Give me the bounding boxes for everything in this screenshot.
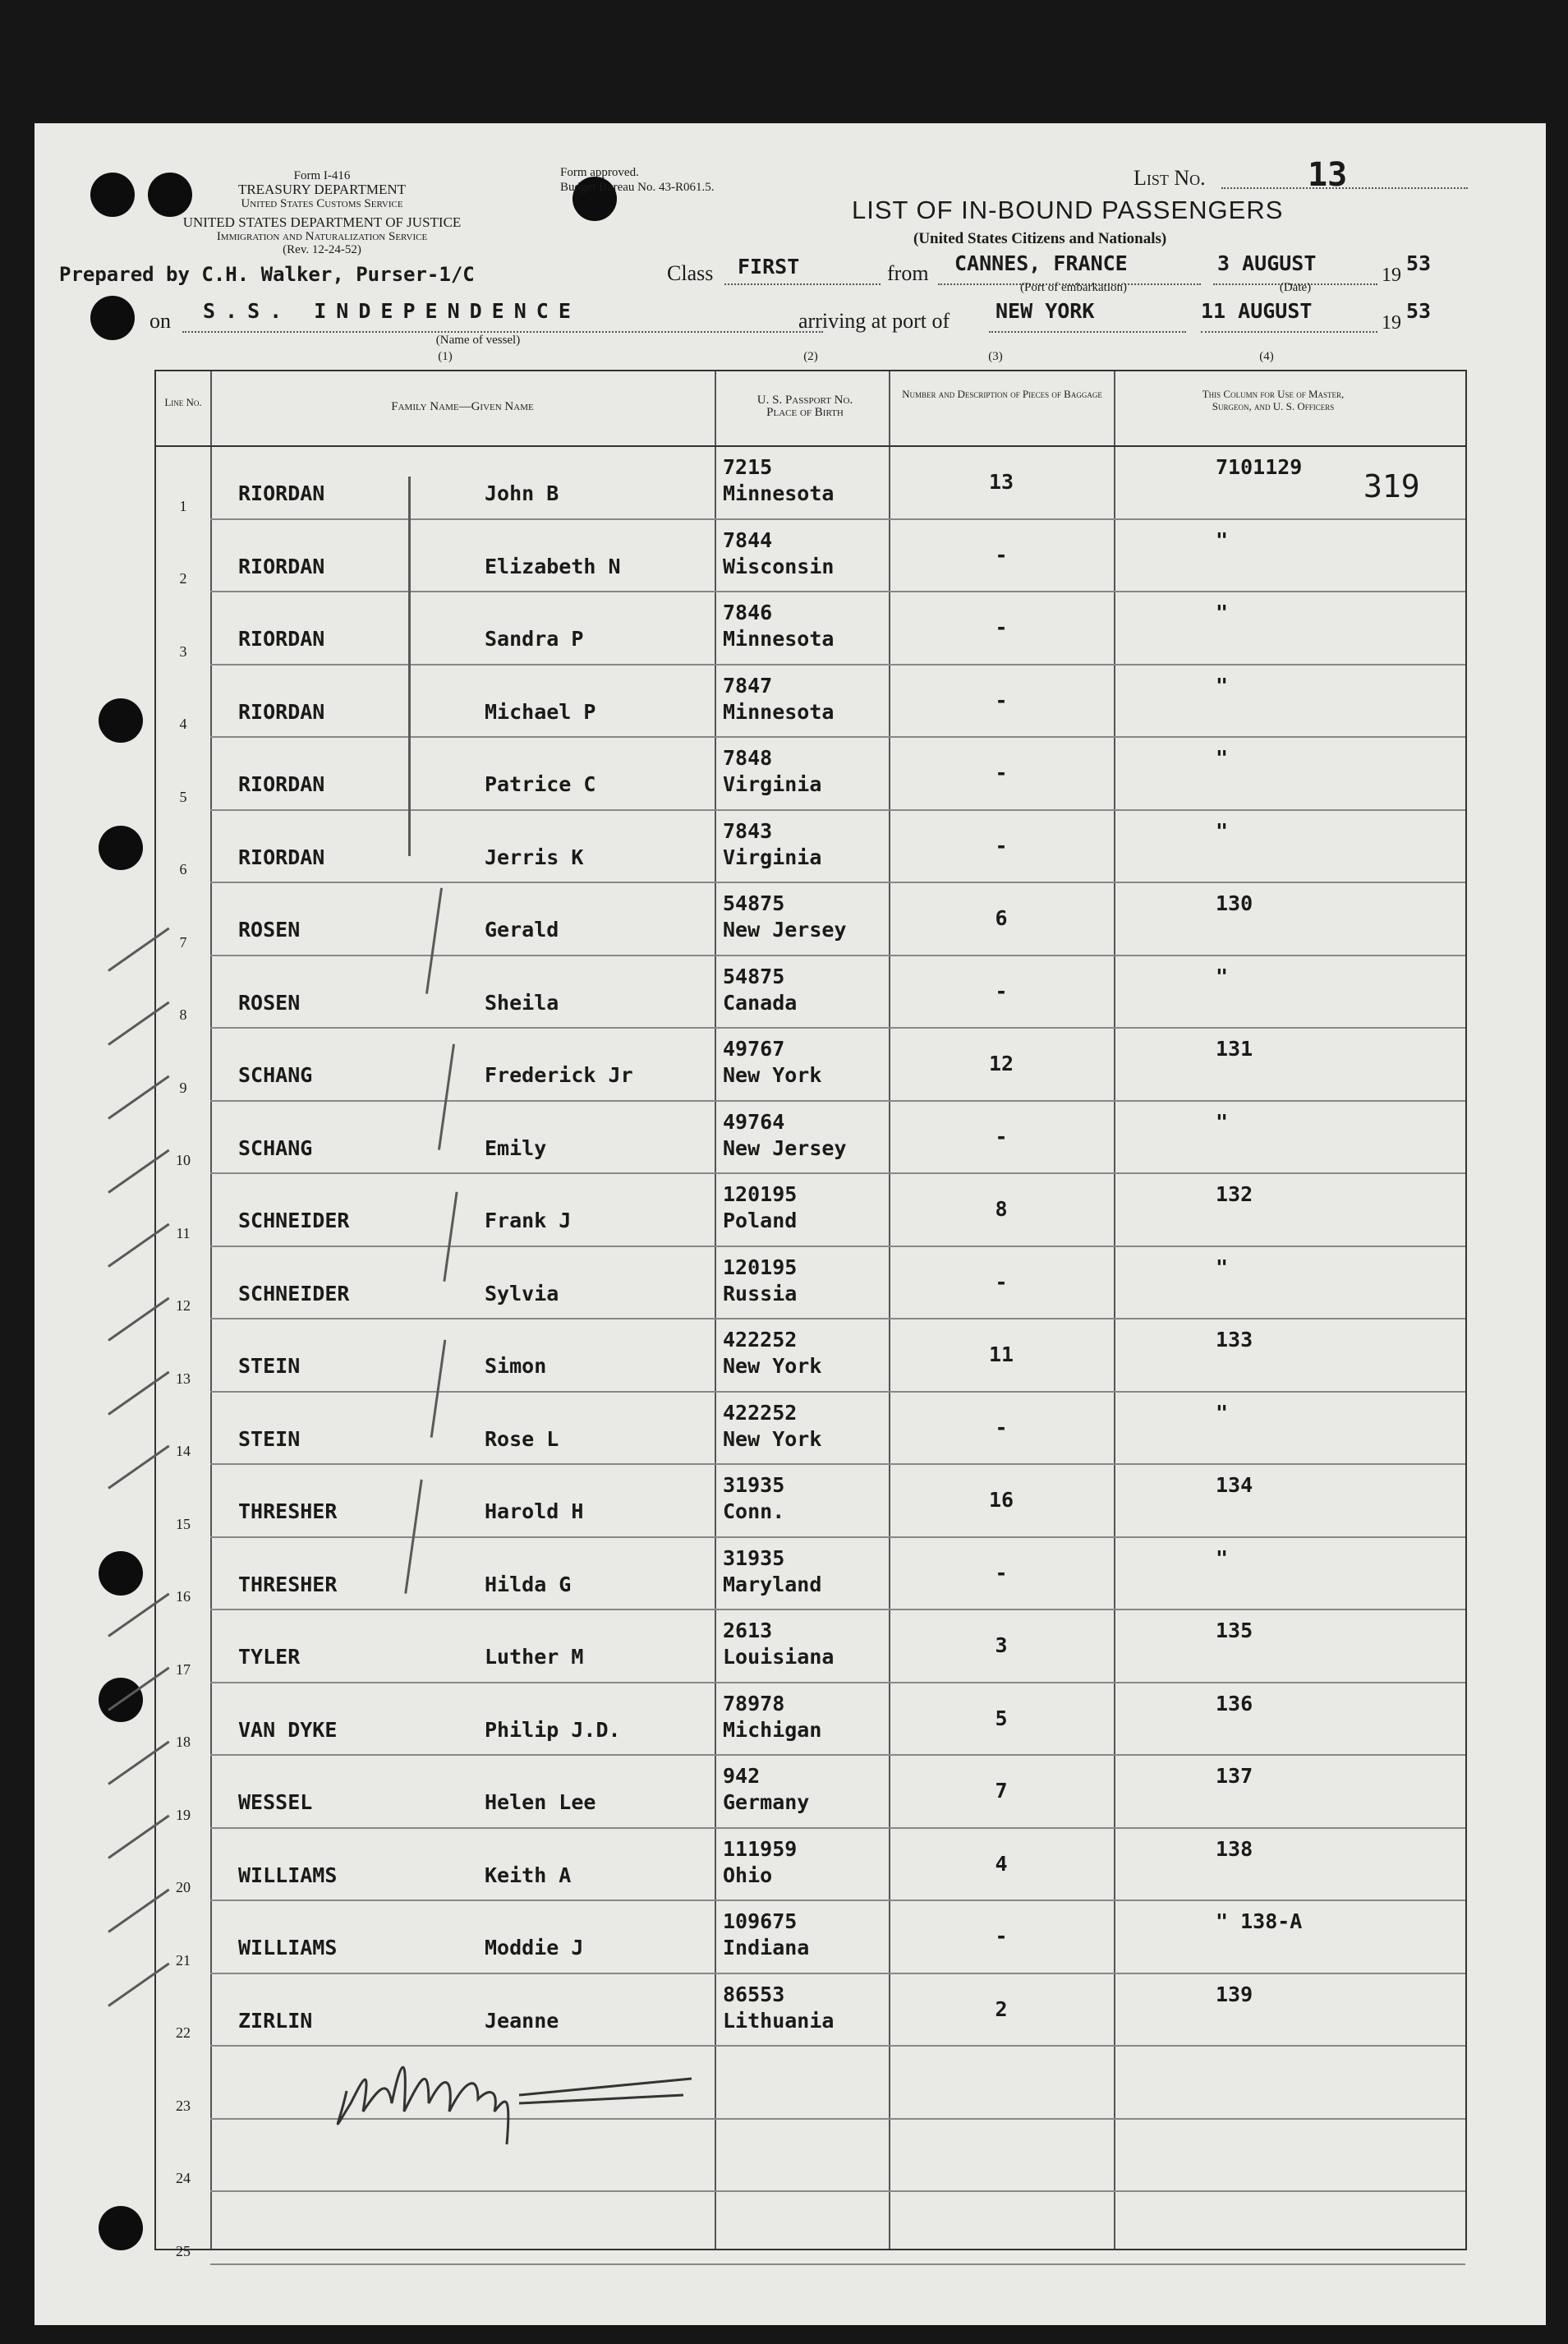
header-line-no: Line No. <box>164 396 202 408</box>
family-name: WILLIAMS <box>238 1936 338 1959</box>
baggage-count: 8 <box>995 1197 1008 1221</box>
port-embark-caption: (Port of embarkation) <box>1020 281 1127 294</box>
table-row <box>156 1174 1465 1247</box>
place-of-birth: Germany <box>723 1790 810 1814</box>
table-row <box>156 1247 1465 1320</box>
officer-note: 139 <box>1216 1982 1253 2006</box>
place-of-birth: Russia <box>723 1281 798 1306</box>
line-number: 16 <box>176 1588 191 1605</box>
passenger-table <box>154 370 1467 2259</box>
row-divider <box>210 2263 1465 2265</box>
table-row <box>156 447 1465 520</box>
table-row <box>156 1465 1465 1538</box>
table-row <box>156 883 1465 956</box>
family-name: RIORDAN <box>238 845 325 869</box>
line-number: 10 <box>176 1152 191 1168</box>
vessel-caption: (Name of vessel) <box>435 334 521 347</box>
list-no-value: 13 <box>1308 156 1348 194</box>
family-name: VAN DYKE <box>238 1717 338 1742</box>
punch-hole <box>99 1551 143 1596</box>
family-name: ROSEN <box>238 918 301 942</box>
baggage-count: - <box>995 979 1008 1003</box>
baggage-count: 3 <box>995 1633 1008 1657</box>
passport-number: 54875 <box>723 964 785 988</box>
family-name: SCHNEIDER <box>238 1281 350 1306</box>
line-number: 15 <box>176 1515 191 1532</box>
baggage-count: 7 <box>995 1779 1008 1803</box>
place-of-birth: Wisconsin <box>723 554 835 578</box>
given-name: Frank J <box>485 1209 572 1232</box>
table-row <box>156 2192 1465 2265</box>
line-number: 8 <box>179 1006 187 1023</box>
officer-note: " <box>1216 1400 1229 1425</box>
line-number: 23 <box>176 2097 191 2114</box>
passport-number: 109675 <box>723 1909 798 1933</box>
officer-note: 134 <box>1216 1473 1253 1497</box>
given-name: Elizabeth N <box>485 554 621 578</box>
table-row <box>156 1610 1465 1683</box>
line-number: 13 <box>176 1370 191 1387</box>
baggage-count: - <box>995 615 1008 639</box>
baggage-count: - <box>995 761 1008 785</box>
passport-number: 111959 <box>723 1836 798 1861</box>
page-title: LIST OF IN-BOUND PASSENGERS <box>852 196 1284 224</box>
punch-hole <box>99 698 143 743</box>
place-of-birth: Ohio <box>723 1863 773 1887</box>
place-of-birth: New York <box>723 1354 822 1378</box>
table-row <box>156 1393 1465 1466</box>
given-name: Frederick Jr <box>485 1063 633 1087</box>
passport-number: 31935 <box>723 1473 785 1497</box>
line-number: 17 <box>176 1660 191 1678</box>
given-name: John B <box>485 481 559 505</box>
place-of-birth: New York <box>723 1063 822 1087</box>
line-number: 4 <box>179 716 187 732</box>
passport-number: 2613 <box>723 1619 773 1642</box>
col-number-2: (2) <box>803 350 818 363</box>
given-name: Helen Lee <box>485 1790 596 1814</box>
baggage-count: - <box>995 1415 1008 1439</box>
table-row <box>156 1029 1465 1102</box>
form-approved: Form approved. <box>560 166 639 179</box>
budget-bureau-no: Budget Bureau No. 43-R061.5. <box>560 181 715 194</box>
officer-note: " <box>1216 1109 1229 1134</box>
vessel-line <box>182 331 823 333</box>
officer-note: 131 <box>1216 1037 1253 1061</box>
table-row <box>156 1829 1465 1902</box>
given-name: Jerris K <box>485 845 584 869</box>
punch-hole <box>99 2206 143 2250</box>
given-name: Sandra P <box>485 627 584 651</box>
passport-number: 7215 <box>723 455 773 479</box>
family-bracket <box>408 477 411 856</box>
ins-service: Immigration and Naturalization Service <box>216 230 428 243</box>
passport-number: 422252 <box>723 1400 798 1425</box>
document-page <box>34 123 1546 2325</box>
table-row <box>156 1102 1465 1175</box>
officer-note: 7101129 <box>1216 455 1303 479</box>
table-row <box>156 520 1465 593</box>
line-number: 18 <box>176 1734 191 1750</box>
line-number: 1 <box>179 497 187 514</box>
baggage-count: - <box>995 1269 1008 1294</box>
baggage-count: 4 <box>995 1851 1008 1876</box>
table-row <box>156 1683 1465 1757</box>
year-prefix: 19 <box>1382 265 1401 286</box>
passport-number: 422252 <box>723 1328 798 1352</box>
page-subtitle: (United States Citizens and Nationals) <box>913 230 1167 247</box>
family-name: SCHANG <box>238 1135 313 1160</box>
line-number: 11 <box>176 1224 191 1241</box>
passport-number: 31935 <box>723 1545 785 1570</box>
col-number-3: (3) <box>988 350 1003 363</box>
given-name: Rose L <box>485 1426 559 1451</box>
arrival-year: 53 <box>1406 299 1432 323</box>
line-number: 6 <box>179 861 187 877</box>
family-name: THRESHER <box>238 1572 338 1596</box>
baggage-count: 12 <box>988 1052 1014 1075</box>
class-value: FIRST <box>738 255 800 279</box>
baggage-count: 11 <box>988 1342 1014 1366</box>
line-number: 9 <box>179 1079 187 1096</box>
officer-note: 132 <box>1216 1182 1253 1206</box>
passport-number: 7844 <box>723 527 773 552</box>
officer-signature <box>314 2013 708 2153</box>
from-label: from <box>887 261 929 285</box>
given-name: Sylvia <box>485 1281 559 1306</box>
punch-hole <box>99 826 143 870</box>
baggage-count: 6 <box>995 906 1008 930</box>
punch-hole <box>90 296 135 340</box>
baggage-count: - <box>995 1924 1008 1948</box>
table-row <box>156 592 1465 665</box>
family-name: STEIN <box>238 1354 301 1378</box>
place-of-birth: Virginia <box>723 772 822 796</box>
officer-note: " <box>1216 601 1229 624</box>
family-name: ROSEN <box>238 990 301 1015</box>
col-number-1: (1) <box>438 350 453 363</box>
baggage-count: - <box>995 833 1008 858</box>
prepared-by: Prepared by C.H. Walker, Purser-1/C <box>59 263 475 286</box>
family-name: RIORDAN <box>238 481 325 505</box>
baggage-count: - <box>995 1560 1008 1585</box>
family-name: WESSEL <box>238 1790 313 1814</box>
customs-service: United States Customs Service <box>241 197 403 210</box>
class-label: Class <box>667 261 714 285</box>
line-number: 14 <box>176 1443 191 1459</box>
place-of-birth: New Jersey <box>723 1135 847 1160</box>
depart-year: 53 <box>1406 251 1432 275</box>
family-name: WILLIAMS <box>238 1863 338 1887</box>
given-name: Sheila <box>485 990 559 1015</box>
class-line <box>724 283 881 285</box>
officer-note: " <box>1216 1545 1229 1570</box>
line-number: 12 <box>176 1297 191 1314</box>
family-name: ZIRLIN <box>238 2008 313 2033</box>
arrival-date-line <box>1201 331 1377 333</box>
officer-note: 135 <box>1216 1619 1253 1642</box>
line-number: 25 <box>176 2242 191 2259</box>
family-name: STEIN <box>238 1426 301 1451</box>
baggage-count: 5 <box>995 1706 1008 1730</box>
officer-note: 130 <box>1216 891 1253 915</box>
line-number: 7 <box>179 933 187 951</box>
family-name: SCHNEIDER <box>238 1209 350 1232</box>
form-number: Form I-416 <box>293 169 351 182</box>
place-of-birth: Michigan <box>723 1717 822 1742</box>
baggage-count: - <box>995 542 1008 567</box>
arriving-label: arriving at port of <box>798 309 950 333</box>
header-name: Family Name—Given Name <box>391 400 534 413</box>
family-name: RIORDAN <box>238 627 325 651</box>
arrival-date: 11 AUGUST <box>1201 299 1313 323</box>
header-officers: This Column for Use of Master, Surgeon, and U. S. Officers <box>1202 388 1345 412</box>
punch-hole <box>148 173 192 217</box>
officer-note: " <box>1216 818 1229 843</box>
officer-note: 133 <box>1216 1328 1253 1352</box>
baggage-count: - <box>995 1124 1008 1149</box>
given-name: Harold H <box>485 1499 584 1523</box>
baggage-count: 13 <box>988 470 1014 494</box>
passport-number: 7848 <box>723 746 773 770</box>
place-of-birth: New York <box>723 1426 822 1451</box>
header-passport: U. S. Passport No. Place of Birth <box>756 394 853 419</box>
passport-number: 7847 <box>723 673 773 698</box>
given-name: Simon <box>485 1354 547 1378</box>
place-of-birth: Canada <box>723 990 798 1015</box>
arrival-port: NEW YORK <box>996 299 1095 323</box>
family-name: THRESHER <box>238 1499 338 1523</box>
line-number: 20 <box>176 1879 191 1895</box>
passport-number: 49764 <box>723 1109 785 1134</box>
passport-number: 78978 <box>723 1691 785 1715</box>
revision-date: (Rev. 12-24-52) <box>283 243 361 256</box>
place-of-birth: Lithuania <box>723 2008 835 2033</box>
place-of-birth: Conn. <box>723 1499 785 1523</box>
officer-note: 138 <box>1216 1836 1253 1861</box>
family-name: TYLER <box>238 1645 301 1669</box>
place-of-birth: Minnesota <box>723 699 835 724</box>
treasury-dept: TREASURY DEPARTMENT <box>237 182 407 197</box>
punch-hole <box>90 173 135 217</box>
from-value: CANNES, FRANCE <box>954 251 1128 275</box>
line-number: 2 <box>179 570 187 587</box>
passport-number: 120195 <box>723 1255 798 1279</box>
passport-number: 86553 <box>723 1982 785 2006</box>
arrival-port-line <box>989 331 1186 333</box>
given-name: Michael P <box>485 699 596 724</box>
baggage-count: 16 <box>988 1488 1014 1512</box>
officer-extra-number: 319 <box>1363 468 1420 504</box>
col-number-4: (4) <box>1259 350 1274 363</box>
line-number: 3 <box>179 642 187 660</box>
officer-note: " 138-A <box>1216 1909 1303 1933</box>
officer-note: " <box>1216 527 1229 552</box>
passport-number: 942 <box>723 1764 761 1788</box>
table-row <box>156 1538 1465 1611</box>
place-of-birth: Minnesota <box>723 481 835 505</box>
passport-number: 7846 <box>723 601 773 624</box>
given-name: Hilda G <box>485 1572 572 1596</box>
place-of-birth: Virginia <box>723 845 822 869</box>
passport-number: 54875 <box>723 891 785 915</box>
place-of-birth: Louisiana <box>723 1645 835 1669</box>
given-name: Jeanne <box>485 2008 559 2033</box>
officer-note: " <box>1216 746 1229 770</box>
line-number: 19 <box>176 1806 191 1823</box>
list-no-label: List No. <box>1133 166 1206 190</box>
year-prefix-2: 19 <box>1382 312 1401 334</box>
line-number: 22 <box>176 2024 191 2041</box>
given-name: Luther M <box>485 1645 584 1669</box>
table-row <box>156 956 1465 1029</box>
justice-dept: UNITED STATES DEPARTMENT OF JUSTICE <box>182 214 462 230</box>
given-name: Patrice C <box>485 772 596 796</box>
officer-note: " <box>1216 964 1229 988</box>
depart-date: 3 AUGUST <box>1217 251 1317 275</box>
officer-note: " <box>1216 1255 1229 1279</box>
table-row <box>156 738 1465 811</box>
passport-number: 49767 <box>723 1037 785 1061</box>
passport-number: 120195 <box>723 1182 798 1206</box>
table-row <box>156 1901 1465 1974</box>
officer-note: 137 <box>1216 1764 1253 1788</box>
line-number: 24 <box>176 2170 191 2186</box>
family-name: RIORDAN <box>238 699 325 724</box>
place-of-birth: Maryland <box>723 1572 822 1596</box>
place-of-birth: Poland <box>723 1209 798 1232</box>
family-name: RIORDAN <box>238 772 325 796</box>
line-number: 5 <box>179 788 187 805</box>
given-name: Moddie J <box>485 1936 584 1959</box>
on-label: on <box>149 309 171 333</box>
given-name: Emily <box>485 1135 547 1160</box>
table-row <box>156 665 1465 739</box>
place-of-birth: Minnesota <box>723 627 835 651</box>
passport-number: 7843 <box>723 818 773 843</box>
table-row <box>156 1756 1465 1829</box>
officer-note: 136 <box>1216 1691 1253 1715</box>
given-name: Keith A <box>485 1863 572 1887</box>
family-name: SCHANG <box>238 1063 313 1087</box>
line-number: 21 <box>176 1951 191 1969</box>
family-name: RIORDAN <box>238 554 325 578</box>
baggage-count: 2 <box>995 1996 1008 2021</box>
table-row <box>156 811 1465 884</box>
baggage-count: - <box>995 688 1008 712</box>
header-baggage: Number and Description of Pieces of Baggage <box>902 388 1102 400</box>
vessel-name: S.S. INDEPENDENCE <box>203 299 581 323</box>
given-name: Gerald <box>485 918 559 942</box>
place-of-birth: New Jersey <box>723 918 847 942</box>
date-caption: (Date) <box>1279 281 1312 294</box>
given-name: Philip J.D. <box>485 1717 621 1742</box>
officer-note: " <box>1216 673 1229 698</box>
table-row <box>156 1319 1465 1393</box>
place-of-birth: Indiana <box>723 1936 810 1959</box>
